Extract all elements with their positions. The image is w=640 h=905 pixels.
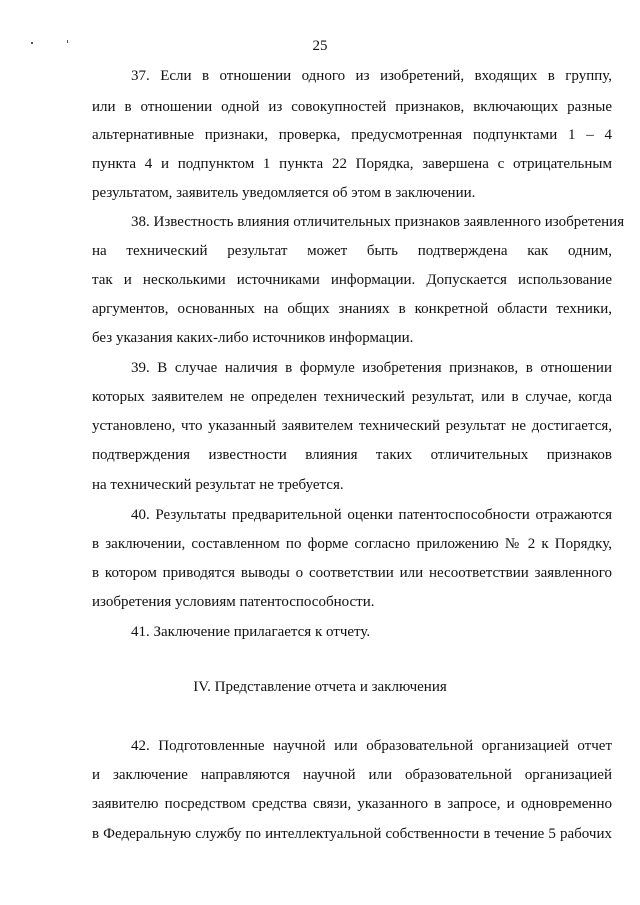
paragraph-40-line: в котором приводятся выводы о соответствии или несоответствии заявленного — [92, 565, 612, 581]
paragraph-42-line: 42. Подготовленные научной или образовательной организацией отчет — [131, 738, 612, 754]
paragraph-37-line: 37. Если в отношении одного из изобретений, входящих в группу, — [131, 68, 612, 84]
paragraph-39-line: которых заявителем не определен технический результат, или в случае, когда — [92, 389, 612, 405]
paragraph-37-line: альтернативные признаки, проверка, предусмотренная подпунктами 1 – 4 — [92, 127, 612, 143]
paragraph-38-line: на технический результат может быть подтверждена как одним, — [92, 243, 612, 259]
paragraph-38-line: так и несколькими источниками информации. Допускается использование — [92, 272, 612, 288]
paragraph-37-line: или в отношении одной из совокупностей признаков, включающих разные — [92, 99, 612, 115]
paragraph-38-line: аргументов, основанных на общих знаниях в конкретной области техники, — [92, 301, 612, 317]
paragraph-40-line: 40. Результаты предварительной оценки патентоспособности отражаются — [131, 507, 612, 523]
paragraph-39-line: подтверждения известности влияния таких отличительных признаков — [92, 447, 612, 463]
paragraph-39-line: установлено, что указанный заявителем технический результат не достигается, — [92, 418, 612, 434]
paragraph-40-line: изобретения условиям патентоспособности. — [92, 594, 375, 610]
paragraph-37-line: пункта 4 и подпунктом 1 пункта 22 Порядка, завершена с отрицательным — [92, 156, 612, 172]
paragraph-42-line: и заключение направляются научной или образовательной организацией — [92, 767, 612, 783]
paragraph-39-line: на технический результат не требуется. — [92, 477, 344, 493]
paragraph-38-line: без указания каких-либо источников информации. — [92, 330, 414, 346]
paragraph-41-line: 41. Заключение прилагается к отчету. — [131, 624, 371, 640]
paragraph-38-line: 38. Известность влияния отличительных признаков заявленного изобретения — [131, 214, 625, 230]
page-number: 25 — [312, 38, 328, 54]
paragraph-40-line: в заключении, составленном по форме согласно приложению № 2 к Порядку, — [92, 536, 612, 552]
section-heading: IV. Представление отчета и заключения — [193, 679, 447, 695]
paragraph-39-line: 39. В случае наличия в формуле изобретения признаков, в отношении — [131, 360, 612, 376]
paragraph-42-line: заявителю посредством средства связи, указанного в запросе, и одновременно — [92, 796, 612, 812]
paragraph-42-line: в Федеральную службу по интеллектуальной собственности в течение 5 рабочих — [92, 826, 612, 842]
paragraph-37-line: результатом, заявитель уведомляется об этом в заключении. — [92, 185, 476, 201]
